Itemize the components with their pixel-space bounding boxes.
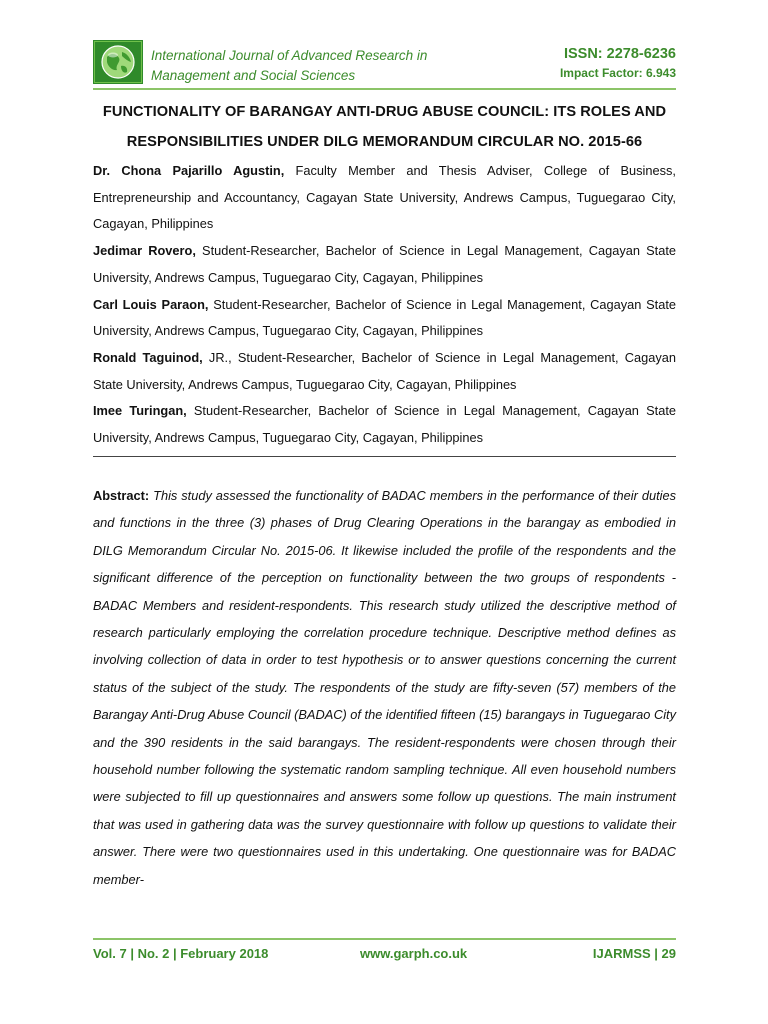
paper-title xyxy=(93,97,676,157)
author-entry xyxy=(93,158,676,238)
page-footer xyxy=(93,946,676,966)
author-affiliation: Student-Researcher, Bachelor of Science in Legal Management, Cagayan State University, Andrews Campus, Tuguegarao City, Cagayan, Philippines xyxy=(93,403,676,446)
author-affiliation: JR., Student-Researcher, Bachelor of Science in Legal Management, Cagayan State University, Andrews Campus, Tuguegarao City, Cagayan, Philippines xyxy=(93,349,676,392)
author-name: Dr. Chona Pajarillo Agustin, xyxy=(93,163,285,178)
author-name: Ronald Taguinod, xyxy=(93,349,203,365)
author-affiliation: Student-Researcher, Bachelor of Science in Legal Management, Cagayan State University, Andrews Campus, Tuguegarao City, Cagayan, Philippines xyxy=(93,296,677,339)
abstract xyxy=(93,482,676,893)
journal-header xyxy=(93,38,676,88)
impact-factor: Impact Factor: 6.943 xyxy=(559,66,676,80)
page-number: IJARMSS | 29 xyxy=(592,946,676,961)
abstract-label: Abstract: xyxy=(93,488,150,503)
paper-title-line1: FUNCTIONALITY OF BARANGAY ANTI-DRUG ABUSE COUNCIL: ITS ROLES AND xyxy=(102,104,667,120)
paper-title-line2: RESPONSIBILITIES UNDER DILG MEMORANDUM CIRCULAR NO. 2015-66 xyxy=(126,134,643,150)
author-entry xyxy=(93,345,676,398)
author-name: Jedimar Rovero, xyxy=(93,243,196,259)
abstract-text: This study assessed the functionality of BADAC members in the performance of their duties and functions in the three (3) phases of Drug Clearing Operations in the barangay as embodied in DILG Memorandum Circular No. 2015-06. It likewise included the profile of the respondents and the significant difference of the perception on functionality between the two groups of respondents -BADAC Members and resident-respondents. This research study utilized the descriptive method of research particularly employing the correlation procedure technique. Descriptive method defines as involving collection of data in order to test hypothesis or to answer questions concerning the current status of the subject of the study. The respondents of the study are fifty-seven (57) members of the Barangay Anti-Drug Abuse Council (BADAC) of the identified fifteen (15) barangays in Tuguegarao City and the 390 residents in the said barangays. The resident-respondents were chosen through their household number following the systematic random sampling technique. All even household numbers were subjected to fill up questionnaires and answers some follow up questions. The main instrument that was used in gathering data was the survey questionnaire with follow up questions to validate their answer. There were two questionnaires used in this undertaking. One questionnaire was for BADAC member- xyxy=(93,488,676,887)
author-affiliation: Student-Researcher, Bachelor of Science in Legal Management, Cagayan State University, Andrews Campus, Tuguegarao City, Cagayan, Philippines xyxy=(93,243,676,285)
author-entry xyxy=(93,292,676,345)
volume-info: Vol. 7 | No. 2 | February 2018 xyxy=(93,946,269,961)
footer-divider xyxy=(93,938,676,940)
journal-name-line1: International Journal of Advanced Research in xyxy=(151,48,428,63)
section-divider xyxy=(93,456,676,457)
author-affiliation: Faculty Member and Thesis Adviser, College of Business, Entrepreneurship and Accountancy, Cagayan State University, Andrews Campus, Tuguegarao City, Cagayan, Philippines xyxy=(93,163,676,232)
author-name: Imee Turingan, xyxy=(93,403,187,419)
header-divider xyxy=(93,88,676,90)
author-entry xyxy=(93,238,676,291)
issn-number: ISSN: 2278-6236 xyxy=(563,46,676,62)
author-list xyxy=(93,158,676,452)
journal-name xyxy=(151,46,427,86)
author-name: Carl Louis Paraon, xyxy=(93,296,209,312)
author-entry xyxy=(93,398,676,451)
website-link[interactable]: www.garph.co.uk xyxy=(360,946,468,961)
globe-logo-icon xyxy=(93,40,143,84)
issn-block xyxy=(560,44,676,82)
journal-name-line2: Management and Social Sciences xyxy=(151,68,356,83)
